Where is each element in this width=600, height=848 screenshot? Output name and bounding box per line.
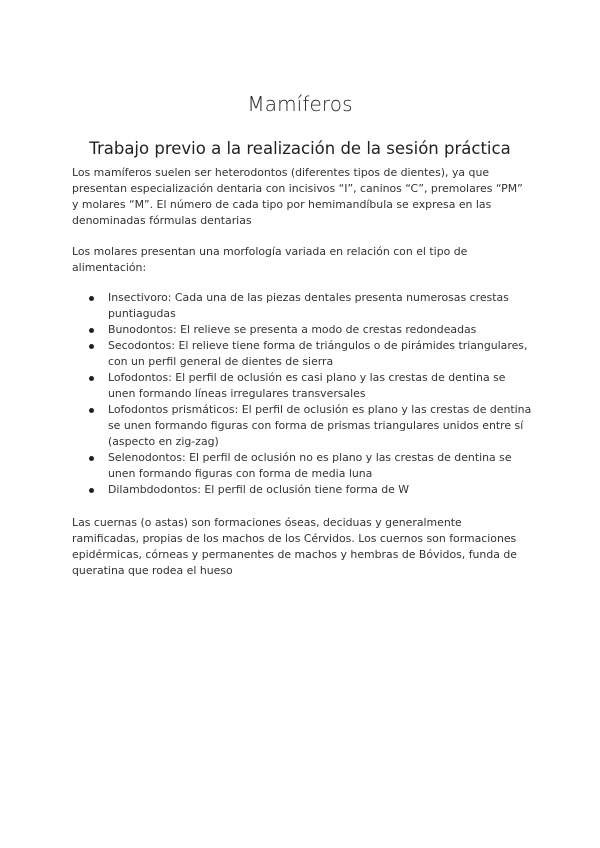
list-item [72,450,532,482]
list-item-text: Insectivoro: Cada una de las piezas dentales presenta numerosas crestas puntiagudas [108,291,509,320]
document-body [72,165,532,579]
list-item [72,402,532,450]
list-item [72,290,532,322]
molar-types-list [72,290,532,498]
bullet-icon [89,376,94,381]
list-item-text: Secodontos: El relieve tiene forma de triángulos o de pirámides triangulares, con un perfil general de dientes de sierra [108,339,528,368]
bullet-icon [89,456,94,461]
bullet-icon [89,408,94,413]
list-item-text: Lofodontos prismáticos: El perfil de oclusión es plano y las crestas de dentina se unen formando figuras con forma de prismas triangulares unidos entre sí (aspecto en zig-zag) [108,403,532,448]
bullet-icon [89,328,94,333]
list-item-text: Bunodontos: El relieve se presenta a modo de crestas redondeadas [108,323,477,336]
bullet-icon [89,488,94,493]
section-subtitle: Trabajo previo a la realización de la sesión práctica [89,139,511,158]
list-item [72,482,532,498]
antlers-horns-paragraph: Las cuernas (o astas) son formaciones óseas, deciduas y generalmente ramificadas, propias de los machos de los Cérvidos. Los cuernos son formaciones epidérmicas, córneas y permanentes de machos y hembras de Bóvidos, funda de queratina que rodea el hueso [72,516,517,577]
list-item [72,338,532,370]
list-item-text: Lofodontos: El perfil de oclusión es casi plano y las crestas de dentina se unen formando líneas irregulares transversales [108,371,506,400]
intro-paragraph: Los mamíferos suelen ser heterodontos (diferentes tipos de dientes), ya que presentan especialización dentaria con incisivos “I”, caninos “C”, premolares “PM” y molares “M”. El número de cada tipo por hemimandíbula se expresa en las denominadas fórmulas dentarias [72,166,523,227]
list-item [72,322,532,338]
bullet-icon [89,296,94,301]
bullet-icon [89,344,94,349]
molars-paragraph: Los molares presentan una morfología variada en relación con el tipo de alimentación: [72,245,468,274]
list-item [72,370,532,402]
list-item-text: Dilambdodontos: El perfil de oclusión tiene forma de W [108,483,410,496]
list-item-text: Selenodontos: El perfil de oclusión no es plano y las crestas de dentina se unen formando figuras con forma de media luna [108,451,512,480]
page-title: Mamíferos [247,92,353,116]
